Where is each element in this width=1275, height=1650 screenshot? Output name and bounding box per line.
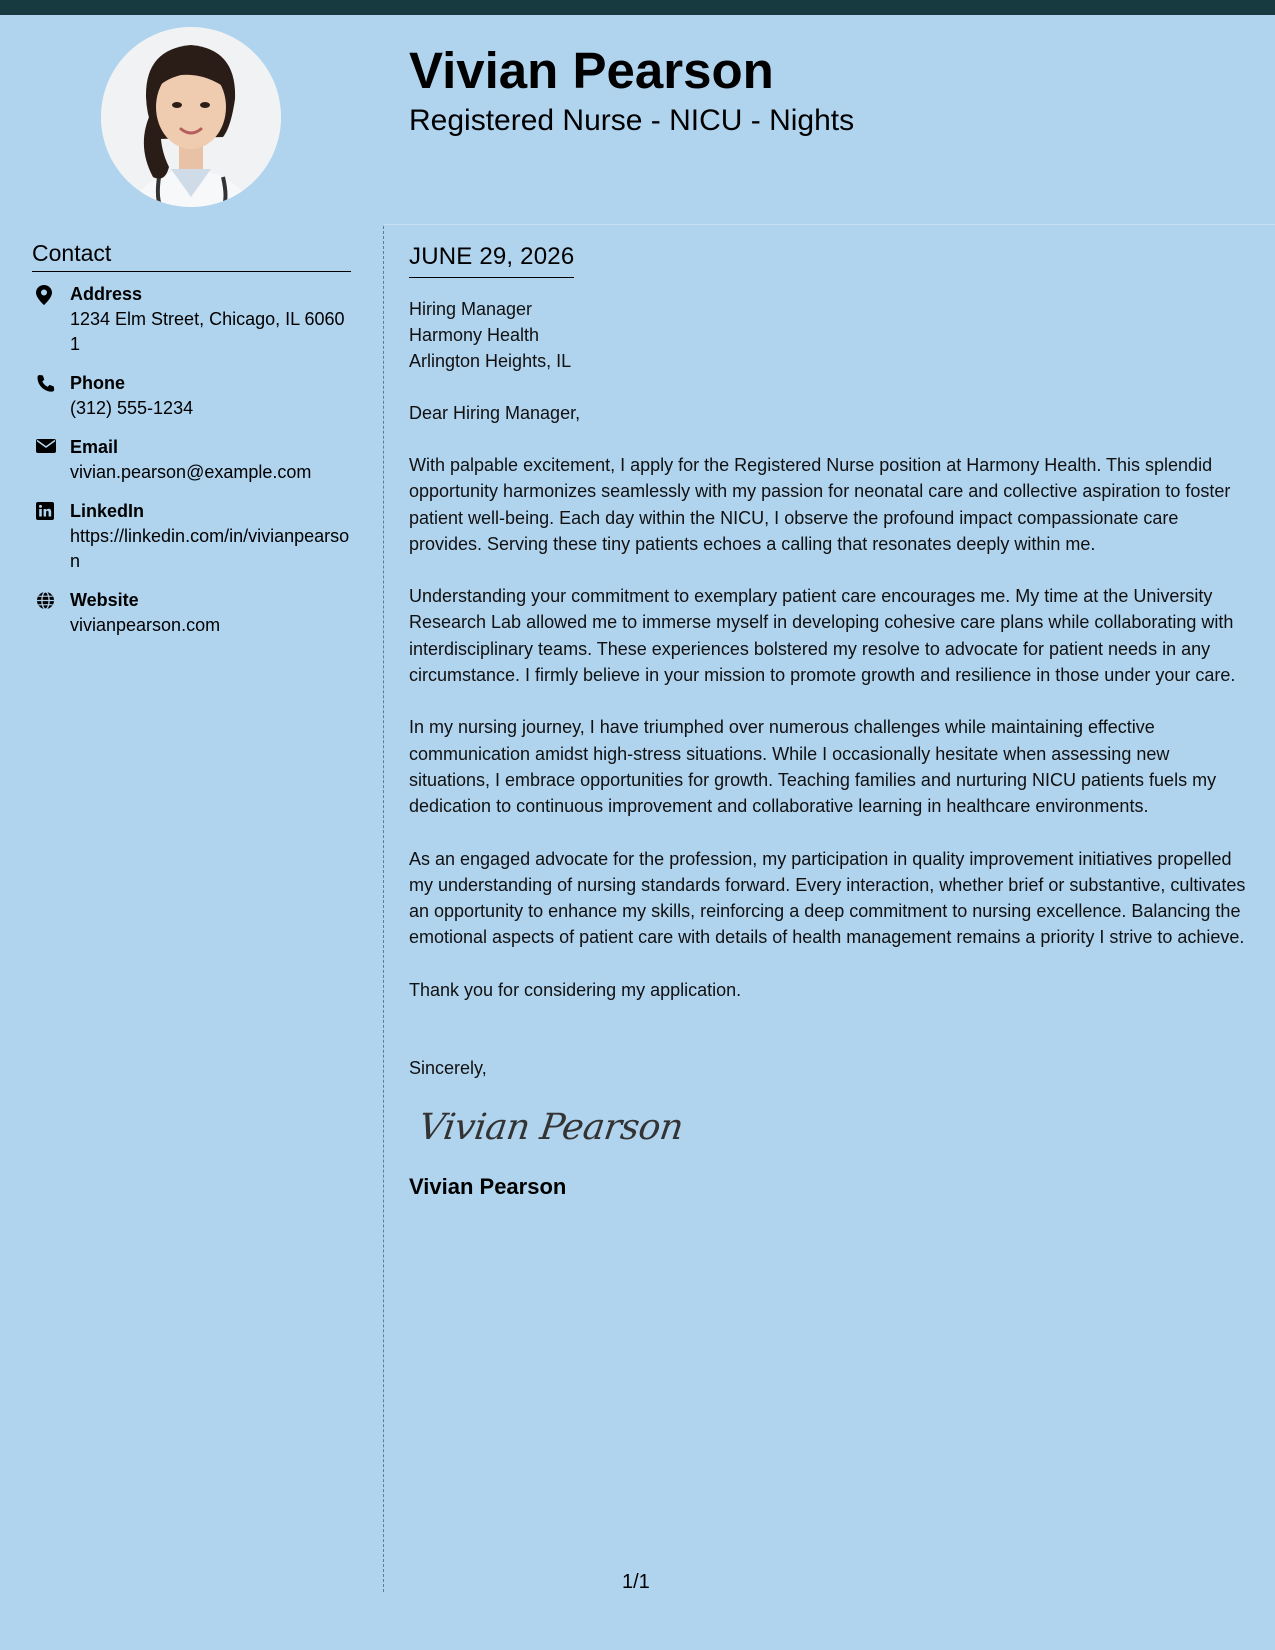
profile-photo bbox=[101, 27, 281, 207]
letter-paragraph: Understanding your commitment to exemplary patient care encourages me. My time at the University Research Lab allowed me to immerse myself in developing cohesive care plans while collaborating with interdisciplinary teams. These experiences bolstered my resolve to advocate for patient needs in any circumstance. I firmly believe in your mission to promote growth and resilience in those under your care. bbox=[409, 586, 1236, 686]
email-value[interactable]: vivian.pearson@example.com bbox=[70, 462, 312, 482]
address-value: 1234 Elm Street, Chicago, IL 60601 bbox=[70, 309, 345, 354]
linkedin-icon bbox=[32, 499, 70, 525]
globe-icon bbox=[32, 588, 70, 615]
recipient-line: Harmony Health bbox=[409, 325, 540, 345]
column-divider bbox=[383, 226, 384, 1592]
job-title: Registered Nurse - NICU - Nights bbox=[409, 104, 855, 137]
closing: Sincerely, bbox=[409, 1058, 487, 1079]
envelope-icon bbox=[32, 435, 70, 459]
address-label: Address bbox=[70, 284, 143, 304]
contact-website bbox=[32, 588, 352, 638]
letter-paragraph: With palpable excitement, I apply for the Registered Nurse position at Harmony Health. This splendid opportunity harmonizes seamlessly with my passion for neonatal care and collective aspiration to foster patient well-being. Each day within the NICU, I observe the profound impact compassionate care provides. Serving these tiny patients echoes a calling that resonates deeply within me. bbox=[409, 455, 1231, 554]
contact-sidebar bbox=[32, 240, 352, 652]
recipient-block bbox=[409, 296, 1251, 374]
recipient-line: Hiring Manager bbox=[409, 299, 533, 319]
email-label: Email bbox=[70, 437, 119, 457]
applicant-name: Vivian Pearson bbox=[409, 42, 774, 99]
letter-paragraph: As an engaged advocate for the profession, my participation in quality improvement initiatives propelled my understanding of nursing standards forward. Every interaction, whether brief or substantive, cultivates an opportunity to enhance my skills, reinforcing a deep commitment to nursing excellence. Balancing the emotional aspects of patient care with details of health management remains a priority I strive to achieve. bbox=[409, 848, 1246, 948]
letter-paragraph: Thank you for considering my application. bbox=[409, 979, 742, 1000]
top-bar bbox=[0, 0, 1275, 15]
phone-value: (312) 555-1234 bbox=[70, 398, 194, 418]
phone-label: Phone bbox=[70, 373, 126, 393]
contact-heading: Contact bbox=[32, 240, 351, 272]
recipient-line: Arlington Heights, IL bbox=[409, 351, 572, 371]
phone-icon bbox=[32, 371, 70, 398]
signer-name: Vivian Pearson bbox=[409, 1174, 567, 1200]
linkedin-value[interactable]: https://linkedin.com/in/vivianpearson bbox=[70, 526, 350, 571]
linkedin-label: LinkedIn bbox=[70, 501, 145, 521]
contact-phone bbox=[32, 371, 352, 421]
contact-email bbox=[32, 435, 352, 485]
header-divider bbox=[384, 224, 1275, 225]
contact-list bbox=[32, 282, 352, 638]
map-pin-icon bbox=[32, 282, 70, 310]
contact-linkedin bbox=[32, 499, 352, 574]
website-label: Website bbox=[70, 590, 139, 610]
letter-date: JUNE 29, 2026 bbox=[409, 243, 574, 278]
website-value[interactable]: vivianpearson.com bbox=[70, 615, 221, 635]
contact-address bbox=[32, 282, 352, 357]
salutation: Dear Hiring Manager, bbox=[409, 403, 581, 423]
letter-paragraph: In my nursing journey, I have triumphed over numerous challenges while maintaining effective communication amidst high-stress situations. While I occasionally hesitate when assessing new situations, I embrace opportunities for growth. Teaching families and nurturing NICU patients fuels my dedication to continuous improvement and collaborative learning in healthcare environments. bbox=[409, 717, 1217, 817]
page-number: 1/1 bbox=[622, 1571, 650, 1593]
letter-body bbox=[409, 243, 1251, 1200]
handwritten-signature: Vivian Pearson bbox=[416, 1107, 686, 1149]
